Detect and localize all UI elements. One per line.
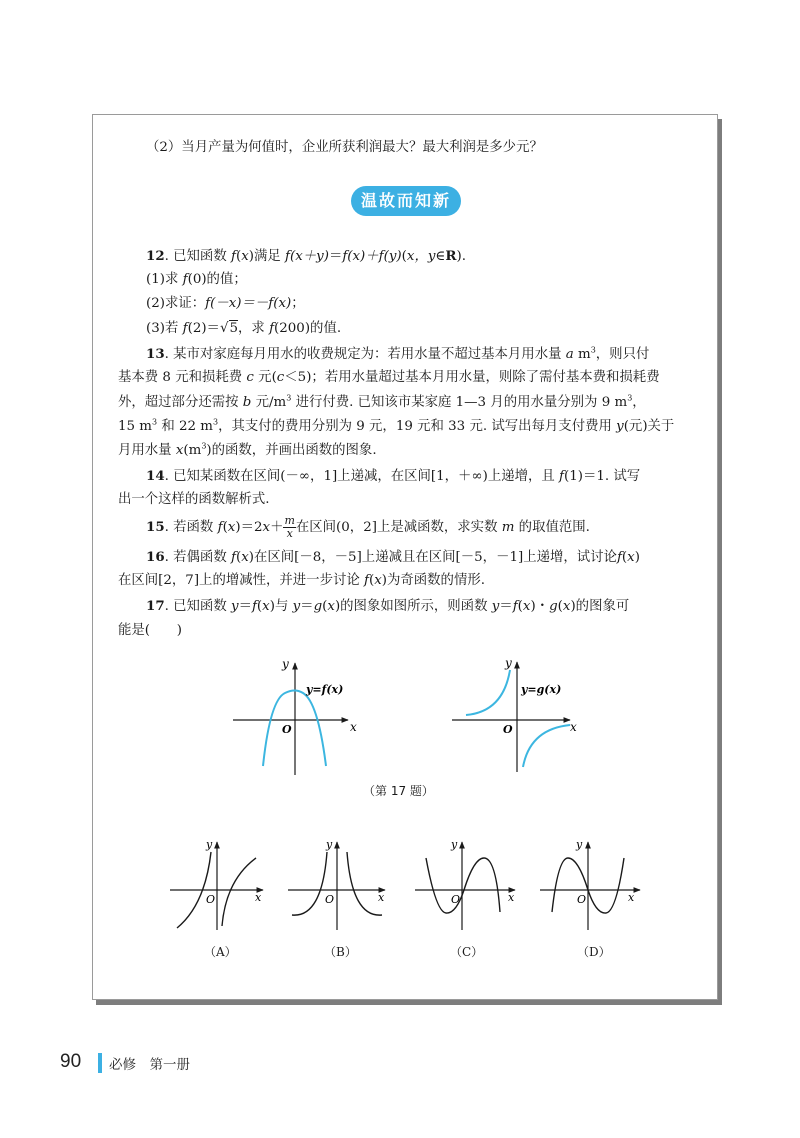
option-d-origin: O <box>577 893 587 906</box>
option-b-origin: O <box>325 893 335 906</box>
option-d-y-label: y <box>576 838 583 851</box>
graph-g-origin-label: O <box>503 723 513 736</box>
fraction-m-over-x: $\frac{m}{x}$ <box>284 514 295 540</box>
option-c-graph <box>415 838 515 930</box>
figure-caption: （第 17 题） <box>363 784 434 798</box>
problem-16-line-1: 16. 若偶函数 f(x)在区间[－8，－5]上递减且在区间[－5，－1]上递增，试讨论f(x) <box>146 549 640 565</box>
option-b-curve-left <box>292 852 327 915</box>
graph-g-curve-right <box>523 725 570 767</box>
graph-f-y-label: y <box>282 657 289 671</box>
page-number: 90 <box>60 1051 82 1072</box>
option-c-curve <box>426 858 500 913</box>
option-a-y-label: y <box>206 838 213 851</box>
problem-12-statement: 12. 已知函数 f(x)满足 f(x＋y)＝f(x)＋f(y)(x，y∈R). <box>146 248 466 264</box>
question-2-text: （2）当月产量为何值时，企业所获利润最大？最大利润是多少元？ <box>146 140 543 155</box>
problem-13-line-2: 基本费 8 元和损耗费 c 元(c＜5)；若用水量超过基本月用水量，则除了需付基本费和损耗费 <box>118 370 660 385</box>
graph-g-curve-left <box>466 670 510 715</box>
book-title: 必修 第一册 <box>109 1057 190 1073</box>
option-a-origin: O <box>206 893 216 906</box>
problem-14-line-1: 14. 已知某函数在区间(－∞，1]上递减，在区间[1，＋∞)上递增，且 f(1)＝1. 试写 <box>146 468 641 484</box>
graph-g <box>452 656 577 772</box>
option-a-x-label: x <box>255 891 262 904</box>
option-c-label: （C） <box>450 945 484 959</box>
option-b-graph <box>288 838 385 930</box>
footer-accent-bar <box>98 1053 102 1073</box>
option-b-x-label: x <box>378 891 385 904</box>
problem-15: 15. 若函数 f(x)＝2x＋ $\frac{m}{x}$ 在区间(0，2]上是减函数，求实数 m 的取值范围. <box>146 514 590 540</box>
problem-12-part-3: (3)若 f(2)＝√5，求 f(200)的值. <box>146 321 342 336</box>
option-b-y-label: y <box>326 838 333 851</box>
problem-16-line-2: 在区间[2，7]上的增减性，并进一步讨论 f(x)为奇函数的情形. <box>118 573 485 588</box>
graph-g-x-label: x <box>570 720 577 734</box>
option-d-graph <box>540 838 640 930</box>
option-a-curve-right <box>222 858 256 926</box>
problem-12-part-2: (2)求证：f(－x)＝－f(x)； <box>146 296 305 311</box>
option-a-graph <box>170 838 263 930</box>
graph-g-y-label: y <box>505 656 512 670</box>
problem-13-line-3: 外，超过部分还需按 b 元$/m^3$ 进行付费. 已知该市某家庭 1—3 月的用水量分别为 9 $m^3$， <box>118 393 646 410</box>
option-d-x-label: x <box>628 891 635 904</box>
section-title-badge: 温故而知新 <box>351 186 461 216</box>
problem-17-line-1: 17. 已知函数 y＝f(x)与 y＝g(x)的图象如图所示，则函数 y＝f(x)・g(x)的图象可 <box>146 598 630 614</box>
option-b-curve-right <box>347 852 382 915</box>
option-b-label: （B） <box>324 945 357 959</box>
graph-f <box>233 657 357 775</box>
graph-g-label: y=g(x) <box>521 683 562 696</box>
option-c-x-label: x <box>508 891 515 904</box>
problem-13-line-5: 月用水量 $x(m^3)$的函数，并画出函数的图象. <box>118 441 377 458</box>
problem-13-line-4: 15 $m^3$ 和 22 $m^3$，其支付的费用分别为 9 元，19 元和 33 元. 试写出每月支付费用 y(元)关于 <box>118 417 675 434</box>
option-a-label: （A） <box>204 945 237 959</box>
option-c-y-label: y <box>451 838 458 851</box>
graph-f-x-label: x <box>350 720 357 734</box>
problem-12-part-1: (1)求 f(0)的值； <box>146 272 247 287</box>
problem-14-line-2: 出一个这样的函数解析式. <box>118 492 270 507</box>
problem-13-line-1: 13. 某市对家庭每月用水的收费规定为：若用水量不超过基本月用水量 a $m^3$，则只付 <box>146 345 650 362</box>
option-c-origin: O <box>451 893 461 906</box>
problem-17-line-2: 能是( ) <box>118 623 183 638</box>
graph-f-label: y=f(x) <box>306 683 344 696</box>
graph-f-origin-label: O <box>282 723 292 736</box>
option-d-label: （D） <box>577 945 611 959</box>
